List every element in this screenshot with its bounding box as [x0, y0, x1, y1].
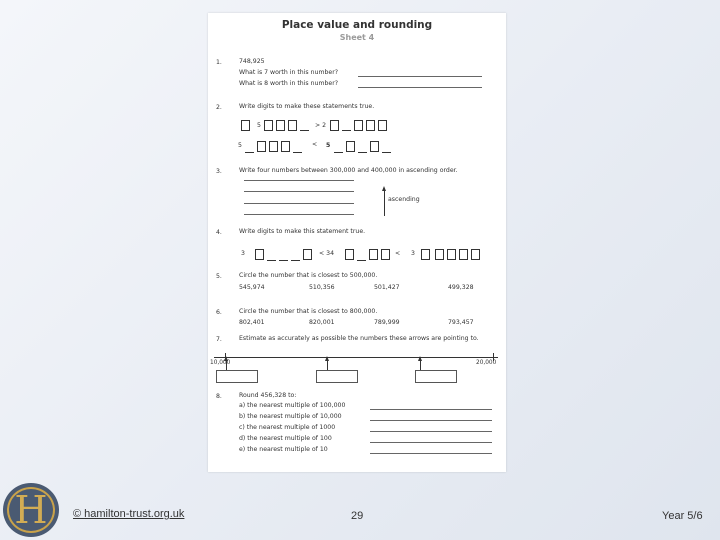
q5-instruction: Circle the number that is closest to 500,000. [239, 272, 378, 279]
q4-instruction: Write digits to make this statement true. [239, 228, 366, 235]
digit-blank[interactable] [293, 152, 302, 153]
number-line-start-label: 10,000 [210, 360, 231, 366]
q4-number: 4. [216, 229, 222, 236]
digit-box[interactable] [345, 249, 354, 260]
digit-box[interactable] [255, 249, 264, 260]
q3-answer-line-2[interactable] [244, 191, 354, 192]
digit-blank[interactable] [382, 152, 391, 153]
digit-box[interactable] [288, 120, 297, 131]
worksheet-title: Place value and rounding [281, 19, 433, 31]
digit-blank[interactable] [300, 130, 309, 131]
digit-box[interactable] [459, 249, 468, 260]
q4-compare-1: < 34 [319, 250, 335, 257]
q6-option[interactable]: 820,001 [309, 319, 335, 326]
q8-answer-line[interactable] [370, 453, 492, 454]
q2-row2-digit: 5 [238, 142, 242, 149]
digit-blank[interactable] [358, 152, 367, 153]
digit-box[interactable] [241, 120, 250, 131]
hamilton-logo [3, 483, 59, 537]
q5-option[interactable]: 510,356 [309, 284, 335, 291]
q7-answer-box[interactable] [415, 370, 457, 383]
q8-item: e) the nearest multiple of 10 [239, 446, 328, 453]
q7-instruction: Estimate as accurately as possible the numbers these arrows are pointing to. [239, 335, 479, 342]
digit-box[interactable] [370, 141, 379, 152]
q3-arrow-label: ascending [388, 196, 420, 203]
q2-instruction: Write digits to make these statements true. [239, 103, 375, 110]
q6-option[interactable]: 802,401 [239, 319, 265, 326]
digit-box[interactable] [330, 120, 339, 131]
q1-answer-line-1[interactable] [358, 76, 482, 77]
q3-instruction: Write four numbers between 300,000 and 400,000 in ascending order. [239, 167, 458, 174]
q2-row1-compare: > 2 [315, 122, 327, 129]
q6-option[interactable]: 789,999 [374, 319, 400, 326]
q6-number: 6. [216, 309, 222, 316]
q4-digit-2: 3 [411, 250, 415, 257]
q3-answer-line-4[interactable] [244, 214, 354, 215]
pointer-arrow-shaft [420, 360, 421, 370]
q8-item: d) the nearest multiple of 100 [239, 435, 332, 442]
q1-question-8: What is 8 worth in this number? [239, 80, 339, 87]
digit-blank[interactable] [357, 260, 366, 261]
number-line-end-label: 20,000 [476, 360, 497, 366]
digit-box[interactable] [369, 249, 378, 260]
q6-instruction: Circle the number that is closest to 800,000. [239, 308, 378, 315]
q2-row2-compare: < [312, 141, 318, 148]
q8-answer-line[interactable] [370, 409, 492, 410]
q2-row1-digit: 5 [257, 122, 261, 129]
logo-letter: H [14, 488, 48, 532]
q4-compare-2: < [395, 250, 401, 257]
q5-option[interactable]: 545,974 [239, 284, 265, 291]
digit-box[interactable] [264, 120, 273, 131]
q3-answer-line-1[interactable] [244, 180, 354, 181]
q2-number: 2. [216, 104, 222, 111]
q1-number: 1. [216, 59, 222, 66]
pointer-arrow-shaft [327, 360, 328, 370]
q5-number: 5. [216, 273, 222, 280]
digit-blank[interactable] [245, 152, 254, 153]
q3-answer-line-3[interactable] [244, 203, 354, 204]
q7-answer-box[interactable] [216, 370, 258, 383]
page-number: 29 [351, 510, 364, 522]
digit-blank[interactable] [267, 260, 276, 261]
digit-box[interactable] [281, 141, 290, 152]
q4-digit: 3 [241, 250, 245, 257]
q8-answer-line[interactable] [370, 431, 492, 432]
q5-option[interactable]: 501,427 [374, 284, 400, 291]
q6-option[interactable]: 793,457 [448, 319, 474, 326]
q7-answer-box[interactable] [316, 370, 358, 383]
digit-box[interactable] [276, 120, 285, 131]
digit-box[interactable] [381, 249, 390, 260]
digit-box[interactable] [257, 141, 266, 152]
q8-number: 8. [216, 393, 222, 400]
digit-blank[interactable] [334, 152, 343, 153]
worksheet-subtitle: Sheet 4 [339, 33, 375, 42]
digit-box[interactable] [303, 249, 312, 260]
digit-box[interactable] [366, 120, 375, 131]
digit-box[interactable] [471, 249, 480, 260]
q8-answer-line[interactable] [370, 420, 492, 421]
q7-number: 7. [216, 336, 222, 343]
q5-option[interactable]: 499,328 [448, 284, 474, 291]
q8-answer-line[interactable] [370, 442, 492, 443]
q8-item: c) the nearest multiple of 1000 [239, 424, 336, 431]
ascending-arrow-shaft [384, 191, 385, 216]
digit-blank[interactable] [291, 260, 300, 261]
q3-number: 3. [216, 168, 222, 175]
digit-box[interactable] [421, 249, 430, 260]
q1-question-7: What is 7 worth in this number? [239, 69, 339, 76]
q1-answer-line-2[interactable] [358, 87, 482, 88]
q8-item: a) the nearest multiple of 100,000 [239, 402, 346, 409]
digit-blank[interactable] [279, 260, 288, 261]
pointer-arrow-shaft [226, 360, 227, 370]
q2-row2-digit-2: 5 [326, 142, 331, 149]
digit-blank[interactable] [342, 130, 351, 131]
q8-item: b) the nearest multiple of 10,000 [239, 413, 342, 420]
digit-box[interactable] [269, 141, 278, 152]
digit-box[interactable] [435, 249, 444, 260]
year-label: Year 5/6 [662, 510, 703, 522]
digit-box[interactable] [346, 141, 355, 152]
copyright-link[interactable]: © hamilton-trust.org.uk [73, 508, 185, 520]
q8-instruction: Round 456,328 to: [239, 392, 297, 399]
number-line [214, 357, 498, 358]
q1-value: 748,925 [239, 58, 265, 65]
digit-box[interactable] [447, 249, 456, 260]
digit-box[interactable] [354, 120, 363, 131]
digit-box[interactable] [378, 120, 387, 131]
worksheet-page [208, 13, 506, 472]
